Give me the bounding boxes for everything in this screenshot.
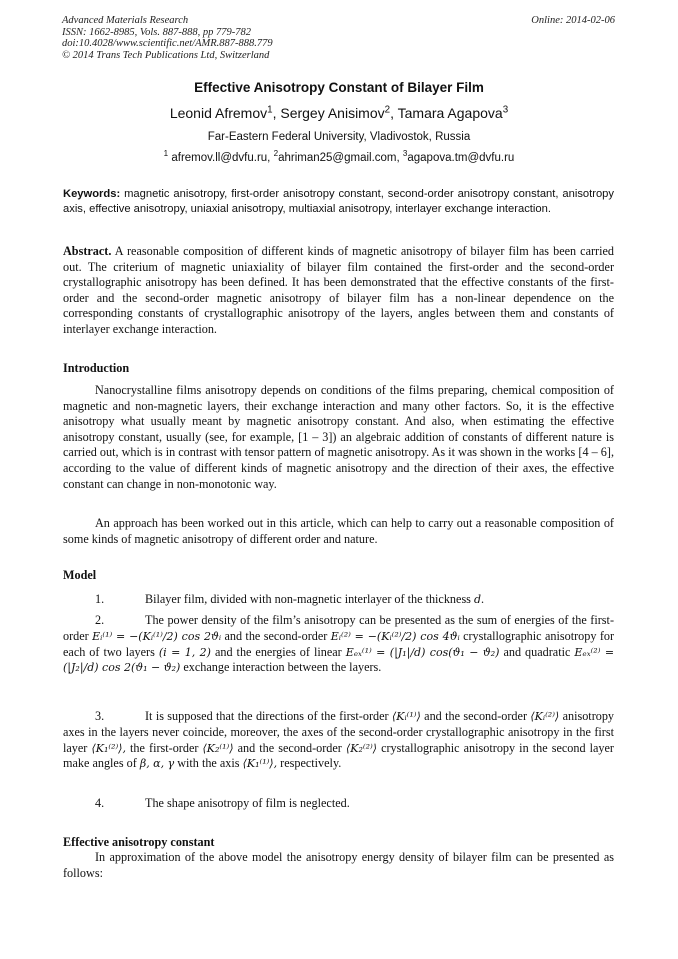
introduction-paragraph-2: An approach has been worked out in this article, which can help to carry out a reasonable composition of some kinds of magnetic anisotropy of different order and nature. — [63, 516, 614, 546]
abstract-label: Abstract. — [63, 244, 112, 258]
email-mark: 1 — [163, 149, 169, 159]
math-inline: Eᵢ⁽¹⁾ = −(Kᵢ⁽¹⁾/2) cos 2ϑᵢ — [92, 629, 222, 643]
author-mark: 3 — [502, 104, 509, 116]
author-name: Tamara Agapova — [397, 105, 503, 121]
section-heading-introduction: Introduction — [63, 361, 130, 375]
item-text: The shape anisotropy of film is neglected. — [145, 796, 350, 810]
effective-paragraph-1: In approximation of the above model the anisotropy energy density of bilayer film can be presented as follows: — [63, 850, 614, 880]
math-inline: ⟨K₂⁽²⁾⟩ — [345, 741, 377, 755]
item-number: 1. — [95, 592, 105, 606]
abstract-block — [63, 244, 614, 338]
item-text: anisotropy axes in the layers never coincide, moreover, the axes of the second-order crystallographic anisotropy in the first layer — [63, 709, 615, 755]
item-text: and the second-order — [237, 740, 342, 755]
item-text: the first-order — [130, 740, 199, 755]
section-heading-effective: Effective anisotropy constant — [63, 835, 215, 849]
keywords-text: magnetic anisotropy, first-order anisotropy constant, second-order anisotropy constant, anisotropy axis, effective anisotropy, uniaxial anisotropy, multiaxial anisotropy, interlayer exchange interaction. — [63, 188, 615, 215]
math-inline: ⟨K₁⁽²⁾⟩, — [91, 741, 126, 755]
math-inline: d — [473, 593, 482, 606]
model-item-3 — [63, 709, 614, 772]
item-text: It is supposed that the directions of the first-order — [145, 709, 389, 723]
math-inline: ⟨Kᵢ⁽²⁾⟩ — [530, 710, 560, 723]
item-text: and the energies of linear — [214, 644, 342, 659]
issn-line: ISSN: 1662-8985, Vols. 887-888, pp 779-782 — [62, 26, 251, 38]
item-text: respectively. — [280, 756, 342, 771]
item-text: and the second-order — [424, 709, 527, 723]
model-item-1: 1. Bilayer film, divided with non-magnetic interlayer of the thickness d. — [63, 592, 614, 608]
math-inline: (i = 1, 2) — [158, 645, 211, 659]
copyright-line: © 2014 Trans Tech Publications Ltd, Switzerland — [62, 49, 270, 61]
email[interactable]: ahriman25@gmail.com, — [278, 152, 400, 164]
item-text: exchange interaction between the layers. — [183, 660, 382, 675]
item-text: and quadratic — [503, 644, 571, 659]
item-text: The power density of the film’s anisotropy can be presented as the sum of energies of the first-order — [63, 613, 614, 643]
author-name: Leonid Afremov — [169, 105, 268, 121]
author-list: Leonid Afremov$^1$, Sergey Anisimov$^2$, Tamara Agapova$^3$ — [169, 104, 509, 121]
math-inline: Eₑₓ⁽¹⁾ = (|J₁|/d) cos(ϑ₁ − ϑ₂) — [345, 645, 500, 659]
keywords-label: Keywords: — [63, 188, 121, 200]
author-mark: 2 — [384, 104, 391, 116]
item-text: with the axis — [177, 756, 240, 771]
item-text: Bilayer film, divided with non-magnetic interlayer of the thickness — [145, 592, 471, 606]
email-list — [0, 149, 678, 164]
item-text: crystallographic anisotropy in the second layer make angles of — [63, 740, 614, 771]
online-date: Online: 2014-02-06 — [531, 15, 615, 26]
item-text: crystallographic anisotropy for each of two layers — [63, 628, 615, 659]
doi-line: doi:10.4028/www.scientific.net/AMR.887-888.779 — [62, 38, 273, 49]
affiliation: Far-Eastern Federal University, Vladivostok, Russia — [207, 131, 471, 143]
model-item-4 — [63, 796, 614, 812]
item-number: 4. — [95, 796, 105, 810]
journal-name: Advanced Materials Research — [62, 15, 189, 26]
math-inline: ⟨K₁⁽¹⁾⟩, — [242, 757, 278, 771]
email[interactable]: agapova.tm@dvfu.ru — [407, 152, 515, 164]
math-inline: Eᵢ⁽²⁾ = −(Kᵢ⁽²⁾/2) cos 4ϑᵢ — [330, 629, 460, 643]
author-mark: 1 — [267, 104, 273, 116]
journal-header — [62, 15, 273, 61]
email[interactable]: afremov.ll@dvfu.ru, — [171, 152, 271, 164]
item-text: and the second-order — [224, 628, 328, 643]
abstract-text: A reasonable composition of different kinds of magnetic anisotropy of bilayer film has been carried out. The criterium of magnetic uniaxiality of bilayer film contained the first-order and the second-order crystallographic anisotropy has been defined. It has been demonstrated that the effective constants of the first-order and the second-order magnetic anisotropy of bilayer film has a non-linear dependence on the corresponding constants of crystallographic anisotropy of the layers, angles between them and constants of interlayer exchange interaction. — [63, 244, 614, 336]
introduction-paragraph-1: Nanocrystalline films anisotropy depends on conditions of the films preparing, chemical composition of magnetic and non-magnetic layers, their exchange interaction and many other factors. So, it is the effective anisotropy what usually meant by magnetic anisotropy constant. And also, when estimating the effective anisotropy constant, usually (see, for example, [1 – 3]) an algebraic addition of constants of different nature is carried out, which is in contrast with tensor pattern of magnetic anisotropy. As it was shown in the works [4 – 6], according to the value of different kinds of magnetic anisotropy and the direction of their axes, the effective constant can change in non-monotonic way. — [63, 383, 614, 491]
math-inline: Eₑₓ⁽²⁾ = (|J₂|/d) cos 2(ϑ₁ − ϑ₂) — [63, 645, 615, 675]
math-inline: β, α, γ — [139, 757, 175, 771]
keywords-block — [63, 187, 614, 216]
model-item-2 — [63, 613, 614, 676]
email-mark: 3 — [402, 149, 408, 159]
author-name: Sergey Anisimov — [280, 105, 385, 121]
email-mark: 2 — [273, 149, 279, 159]
paper-title: Effective Anisotropy Constant of Bilayer Film — [194, 80, 484, 95]
item-number: 2. — [95, 613, 105, 627]
math-inline: ⟨Kᵢ⁽¹⁾⟩ — [391, 710, 421, 723]
item-number: 3. — [95, 709, 105, 723]
section-heading-model: Model — [63, 568, 97, 582]
math-inline: ⟨K₂⁽¹⁾⟩ — [202, 741, 234, 755]
